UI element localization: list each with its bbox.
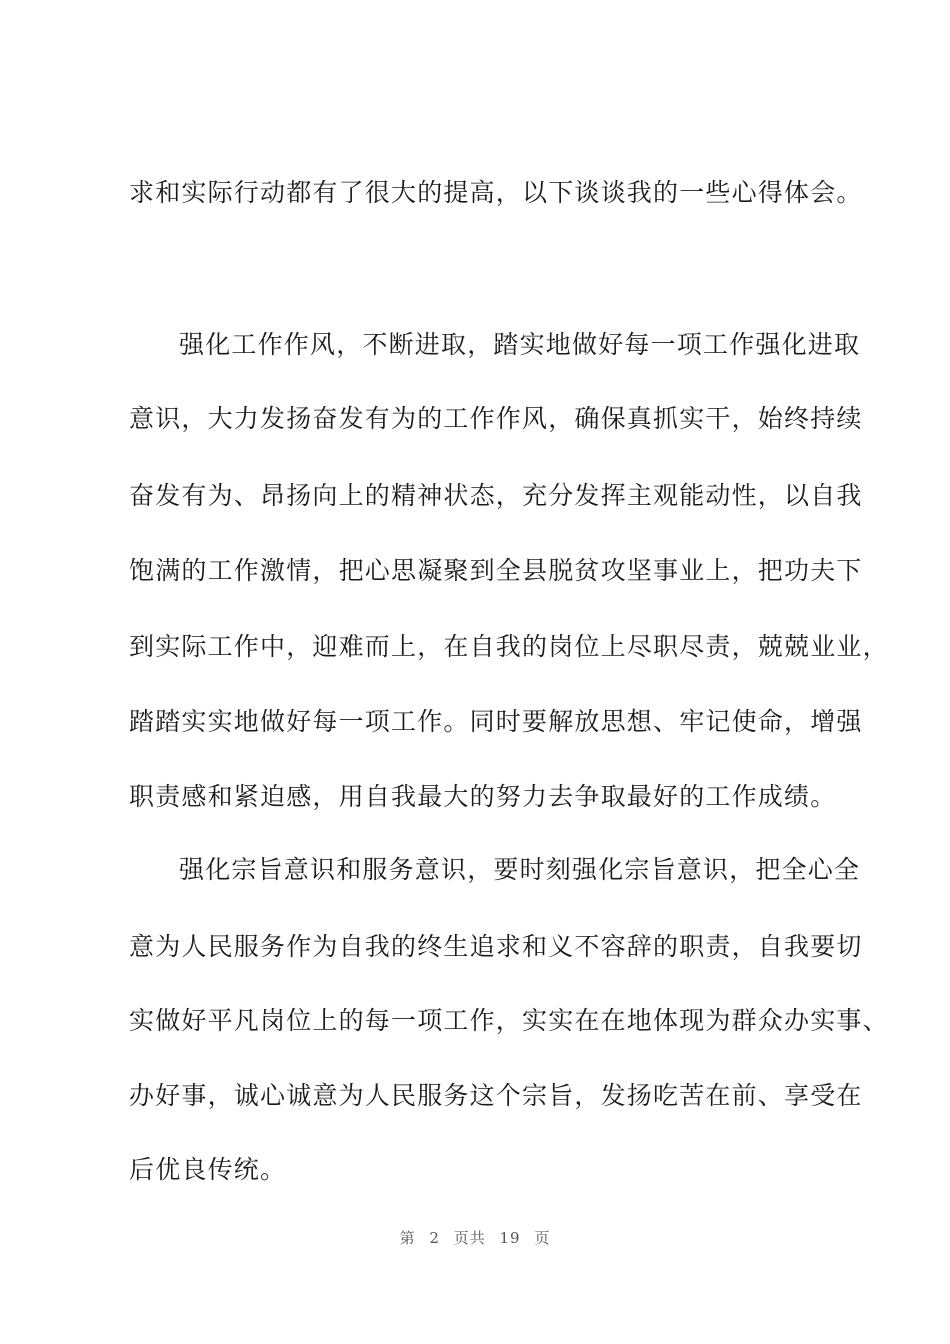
paragraph-line: 到实际工作中，迎难而上，在自我的岗位上尽职尽责，兢兢业业，: [129, 632, 889, 661]
paragraph-line: 后优良传统。: [129, 1155, 287, 1184]
page-footer: [0, 1228, 950, 1248]
page-number: 2: [429, 1229, 440, 1247]
paragraph-line: 踏踏实实地做好每一项工作。同时要解放思想、牢记使命，增强: [129, 707, 863, 736]
paragraph-line: 饱满的工作激情，把心思凝聚到全县脱贫攻坚事业上，把功夫下: [129, 556, 863, 585]
paragraph-line: 职责感和紧迫感，用自我最大的努力去争取最好的工作成绩。: [129, 782, 837, 811]
paragraph-line: 办好事，诚心诚意为人民服务这个宗旨，发扬吃苦在前、享受在: [129, 1081, 863, 1110]
paragraph-line: 强化工作作风，不断进取，踏实地做好每一项工作强化进取: [179, 330, 861, 359]
paragraph-line: 强化宗旨意识和服务意识，要时刻强化宗旨意识，把全心全: [179, 855, 861, 884]
page-label-prefix: 第: [399, 1229, 416, 1247]
page-label-suffix: 页: [534, 1229, 551, 1247]
paragraph-line: 奋发有为、昂扬向上的精神状态，充分发挥主观能动性，以自我: [129, 481, 863, 510]
paragraph-line: 实做好平凡岗位上的每一项工作，实实在在地体现为群众办实事、: [129, 1006, 889, 1035]
paragraph-line: 意识，大力发扬奋发有为的工作作风，确保真抓实干，始终持续: [129, 404, 863, 433]
paragraph-line: 意为人民服务作为自我的终生追求和义不容辞的职责，自我要切: [129, 932, 863, 961]
paragraph-line: 求和实际行动都有了很大的提高，以下谈谈我的一些心得体会。: [129, 178, 863, 207]
page-label-mid: 页共: [453, 1229, 486, 1247]
total-pages: 19: [499, 1229, 521, 1247]
